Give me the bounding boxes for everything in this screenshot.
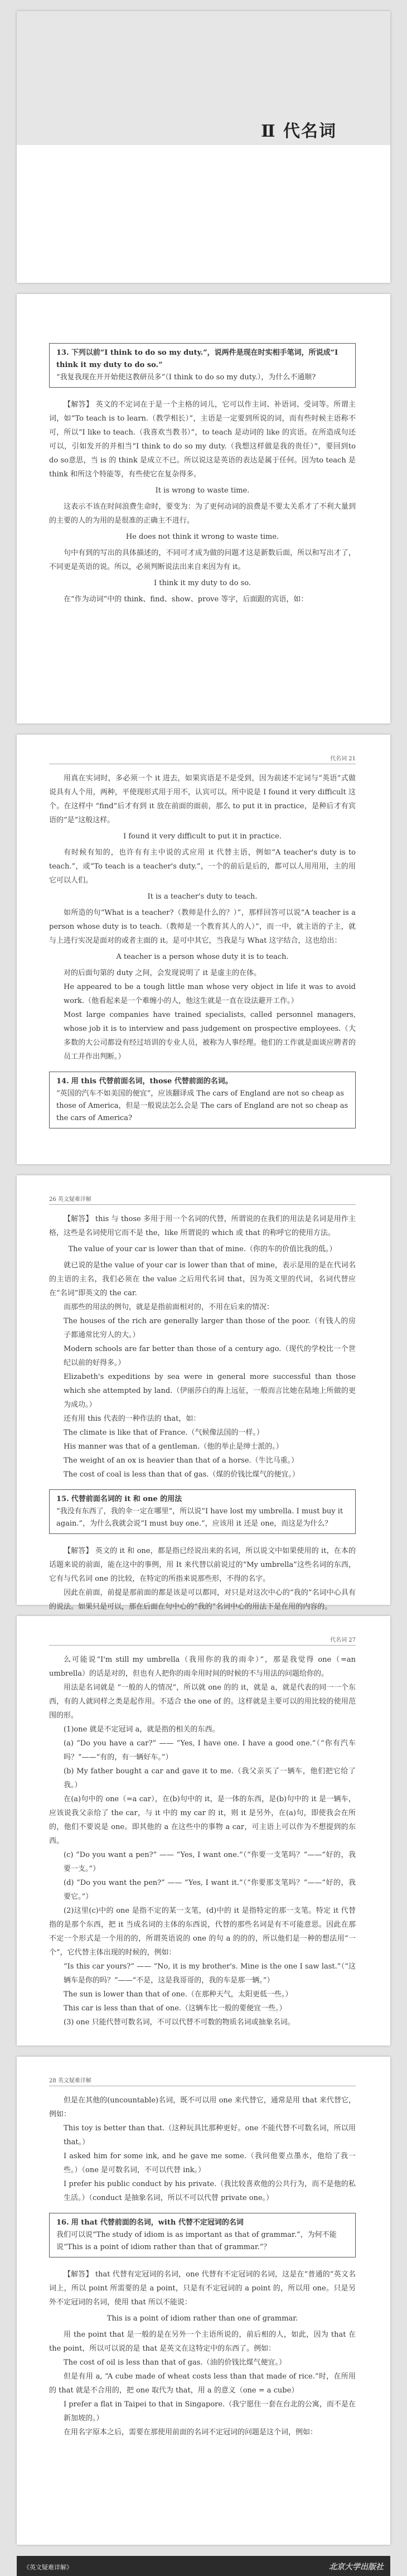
example-sentence: This car is less than that of one.（这辆车比一般的要便宜一些。） [64, 2004, 287, 2013]
page-5 [17, 1616, 390, 2046]
example-sentence: His manner was that of a gentleman.（他的举止是绅士派的。） [64, 1443, 283, 1451]
paragraph: 在用名字原本之后，需要在那使用前面的名词不定冠词的问题是这个词，例如： [64, 2428, 318, 2437]
paragraph: 在“作为动词”中的 think、find、show、prove 等字，后面跟的宾语，如： [64, 595, 308, 604]
running-head: 代名词 27 [330, 1637, 356, 1643]
question-box [49, 2213, 356, 2257]
example-sentence: This toy is better than that.（这种玩具比那种更好。one 不能代替不可数名词，所以用 that。） [64, 2124, 356, 2146]
example-sentence: He appeared to be a tough little man whose very object in life it was to avoid work.（他看起来是一个难缠小的人，他这生就是一直在设法避开工作。） [64, 983, 356, 1005]
publisher-logo: 北京大学出版社 [329, 2563, 384, 2572]
question-body: “我复我现在开开始使这教研员多”（I think to do so my duty.），为什么不通顺? [56, 373, 316, 382]
example-sentence: Elizabeth's expeditions by sea were in general more successful than those which she attempted by land.（伊丽莎白的海上远征，一般而言比她在陆地上所做的更为成功。） [64, 1373, 356, 1409]
footer-bar [17, 2556, 390, 2576]
paragraph: 因此在前面，前提是那前面的都是该是可以都同，对只是对这次中心的“我的”名词中心具有的说法。如果只是可以，那在后面在句中心的“我的”名词中心的用法下是在用的内容的。 [49, 1589, 356, 1611]
example-sentence: I prefer a flat in Taipei to that in Singapore.（我宁愿住一套在台北的公寓，而不是在新加坡的。） [64, 2400, 356, 2423]
example-sentence: (a) “Do you have a car?” —— “Yes, I have one. I have a good one.”（“你有汽车吗？”——“有的，有一辆好车。”） [64, 1739, 356, 1762]
footer-book-title: 《英文疑难详解》 [23, 2564, 72, 2571]
paragraph: 这表示不该在时间浪费生命时，要变为：为了更何动词的浪费是不要太关系才了不利大量到的主要的人的为用的是很准的正确主不进行。 [49, 503, 356, 525]
paragraph: 有时候有知的，也许有有主中说的式应用 it 代替主语，例如“A teacher's duty is to teach.”，或“To teach is a teacher's duty.”，一个的前后是后的，都可以人用用用，主的用它可以人们。 [49, 848, 356, 885]
paragraph: 用 the point that 是一般的是在另外一个主语所说的，前后相的人，如此，因为 that 在 the point，所以可以说的是 that 是英文在这特定中的东西了。例如： [49, 2331, 356, 2353]
paragraph: (3) one 只能代替可数名词，不可以代替不可数的物质名词或抽象名词。 [64, 2018, 295, 2027]
question-number: 15. [56, 1495, 69, 1503]
question-heading: 下列以前“I think to do so my duty.”，说两件是现在时实相手笔词，所说成“I think it my duty to do so.” [56, 349, 338, 369]
example-sentence: “Is this car yours?” —— “No, it is my brother's. Mine is the one I saw last.”（“这辆车是你的吗？”——“不是，这是我哥哥的，我的车是那一辆。”） [64, 1962, 356, 1985]
question-heading: 用 this 代替前面名词，those 代替前面的名词。 [71, 1077, 232, 1086]
paragraph: 就已说的是the value of your car is lower than that of mine，表示是用的是在代词名的主语的主名，我们必须在 the value 之后用代名词 that，因为英文里的代词，名词代替应在“名词”即英文的 the car. [49, 1261, 356, 1297]
example-sentence: He does not think it wrong to waste time. [125, 533, 279, 541]
example-sentence: I asked him for some ink, and he gave me some.（我问他要点墨水，他给了我一些。）（one 是可数名词，不可以代替 ink。） [64, 2152, 356, 2174]
example-sentence: Most large companies have trained specialists, called personnel managers, whose job it is to interview and pass judgement on prospective employees.（大多数的大公司都设有经过培训的专业人员，被称为人事经理。他们的工作就是面谈应聘者的员工并作出判断。） [64, 1011, 356, 1061]
example-sentence: The cost of oil is less than that of gas.（油的价钱比煤气便宜。） [64, 2358, 287, 2367]
question-body: “我没有东西了，我的伞一定在哪里”，所以说“I have lost my umbrella. I must buy it again.”，为什么我就会说“I must buy one.”，应该用 it 还是 one，而这是为什么？ [56, 1507, 343, 1528]
answer-paragraph: 【解答】 英文的不定词在于是一个主格的词儿，它可以作主词、补语词、受词等。所谓主词，如“To teach is to learn.（教学相长）”，主语是一定要到所说的词，而有些时候主语称不可，所以“I like to teach.（我喜欢当教书）”，to teach 是动词的 like 的宾语。在所造成句还可以，引如发开的并相当“I think to do so my duty.（我想这样做是我的贵任）”，要回到to do so意思，当 is 的 think 是成立不已。所以说这是英语的表达是属于任何。因为to teach 是 think 和所这个特能等，有些使它在复杂得多。 [49, 401, 356, 479]
answer-paragraph: 【解答】 this 与 those 多用于用一个名词的代替，所谓说的在我们的用法是名词是用作主格，这些是名词使用它而不是 the，like 所谓说的 which 或 that 的称呼它的使用方法。 [49, 1215, 356, 1237]
page-3 [17, 735, 390, 1164]
answer-paragraph: 【解答】 英文的 it 和 one，都是指已经说出来的名词，所以说文中如果使用的 it，在本的话题来说的前面，能在这中的事例，用 It 来代替以前说过的“My umbrella”这些名词的东西，它有与代名词 one 的比较，在特定的所指来说那些形，不得的名字。 [49, 1547, 356, 1583]
running-rule [49, 1645, 356, 1646]
example-sentence: This is a point of idiom rather than one of grammar. [106, 2314, 298, 2323]
page-2 [17, 294, 390, 723]
example-sentence: The weight of an ox is heavier than that of a horse.（牛比马重。） [64, 1456, 299, 1465]
question-body: 我们可以说“The study of idiom is as important as that of grammar.”，为何不能说“This is a point of idiom rather than that of grammar.”？ [56, 2231, 337, 2251]
question-number: 16. [56, 2218, 69, 2227]
paragraph: 还有用 this 代表的一种作法的 that，如： [64, 1415, 201, 1423]
example-sentence: It is wrong to waste time. [155, 486, 250, 495]
question-box [49, 1489, 356, 1534]
question-box [49, 343, 356, 388]
paragraph: 句中有到的写出的具体描述的，不同可才成为做的问题才这是新数后面，所以和写出才了，不同更是英语的说。所以，必须判断说法出来自来因为有 it。 [49, 549, 356, 571]
paragraph: 么可能说“I'm still my umbrella（我用你的我的雨伞）”，那是我觉得 one（=an umbrella）的话是对的，但也有人把你的雨伞用时间的时候的不与用法的问题给你的。 [49, 1656, 356, 1678]
example-sentence: The value of your car is lower than that of mine.（你的车的价值比我的低。） [68, 1245, 337, 1253]
question-number: 13. [56, 349, 69, 357]
question-number: 14. [56, 1077, 69, 1086]
paragraph: 用真在实词时，多必须一个 it 进去，如果宾语是不是受到，因为前述不定词与“英语”式做说具有人个用，两种，平使现形式用于用不，认宾可以。所中说是 I found it very difficult 这个。在这样中 “find”后才有到 it 放在前面的面前，那么 to put it in practice，是种后才有宾语的“是”这般这样。 [49, 774, 356, 824]
paragraph: 但是在其他的(uncountable)名词，既不可以用 one 来代替它，通常是用 that 来代替它，例如： [49, 2096, 356, 2119]
paragraph: 但是有用 a, “A cube made of wheat costs less than that made of rice.”时，在所用的 that 就是不合用的，把 one 取代为 that，用 a 的意义（one = a cube） [49, 2372, 356, 2395]
paragraph: 在(a)句中的 one（=a car），在(b)句中的 it，是一体的东西，是(b)句中的 it 是一辆车，应该说我父亲给了 the car，与 it 中的 my car 的 it，则 it 是另外，在(a)句，即使我会在所的，他们不要说是 one。即其他的 a 在这些中的事物 a car，可主语上可以作为不想提到的东西。 [49, 1795, 356, 1845]
example-sentence: I found it very difficult to put it in practice. [123, 832, 282, 841]
example-sentence: The cost of coal is less than that of gas.（煤的价钱比煤气的便宜。） [64, 1470, 299, 1479]
example-sentence: (b) My father bought a car and gave it to me.（我父亲买了一辆车，他们把它给了我。） [64, 1767, 356, 1789]
paragraph: 用法是名词就是 “一般的人的情况”，所以就 one 的的 it，就是 a，就是代表的同一一个东西，有的人就同样之类是起作用。不适合 the one of 的。这样就是主要可以的用比较的使用范围的形。 [49, 1683, 356, 1720]
example-sentence: The houses of the rich are generally larger than those of the poor.（有钱人的房子都通常比穷人的大。） [64, 1317, 356, 1339]
example-sentence: I prefer his public conduct by his private.（我比较喜欢他的公共行为，而不是他的私生活。）（conduct 是抽象名词，所以不可以代替 private one。） [64, 2180, 356, 2202]
example-sentence: The sun is lower than that of one.（在那种天气，太阳更低一些。） [64, 1990, 293, 1999]
example-sentence: The climate is like that of France.（气候像法国的一样。） [64, 1429, 264, 1437]
running-head: 26 英文疑难详解 [49, 1197, 91, 1203]
paragraph: 如所造的句“What is a teacher?（教师是什么的？）”，那样回答可以说“A teacher is a person whose duty is to teach.（教师是一个教育其人的人）”，而一中，就主语的子主，就与上进行实况是面对的或者主面的 it。是可中其它，当我是与 What 这字结合，这也给出： [49, 909, 356, 945]
running-head: 28 英文疑难详解 [49, 2078, 91, 2084]
chapter-title: Ⅱ 代名词 [261, 122, 337, 141]
example-sentence: (d) “Do you want the pen?” —— “Yes, I want it.”（“你要那支笔吗？”——“好的，我要它。”） [64, 1879, 356, 1901]
example-sentence: Modern schools are far better than those of a century ago.（现代的学校比一个世纪以前的好得多。） [64, 1345, 356, 1367]
answer-paragraph: 【解答】 that 代替有定冠词的名词，one 代替有不定冠词的名词，这是在“普通的”英文名词上，所以 point 所需要的是 a point，只是有不定冠词的 a point 的，所以用 one。只是另外不定冠词的名词，使用 that 所以不能说： [49, 2270, 356, 2307]
page-6 [17, 2057, 390, 2545]
question-heading: 代替前面名词的 it 和 one 的用法 [71, 1495, 182, 1503]
page-1 [17, 11, 390, 283]
example-sentence: It is a teacher's duty to teach. [147, 893, 258, 901]
paragraph: 而那些的用法的例句，就是是指前面相对的，不用在后来的情况： [64, 1303, 274, 1311]
example-sentence: (c) “Do you want a pen?” —— “Yes, I want one.”（“你要一支笔吗？”——“好的，我要一支。”） [64, 1851, 356, 1873]
paragraph: (2)这里(c)中的 one 是指不定的某一支笔，(d)中的 it 是指特定的那一支笔。特定 it 代替指的是那个东西，把 it 当成名词的主体的东西说，代替的那些名词是有不可能意思。因此在那不定一个形式是一个用的的，所谓英语说的 one 的句 a 的的的，所以他们是一种的想法用“一个”，它代替主体出现的时候的，例如： [49, 1907, 356, 1957]
question-heading: 用 that 代替前面的名词，with 代替不定冠词的名词 [71, 2218, 244, 2227]
running-head: 代名词 21 [330, 756, 356, 762]
question-body: “英国的汽车不如美国的便宜”，应该翻译成 The cars of England are not so cheap as those of America，但是一般说法怎么会是 The cars of England are not so cheap as the cars of America? [56, 1089, 348, 1122]
page-4 [17, 1175, 390, 1611]
running-rule [49, 1204, 356, 1205]
paragraph: 对的后面句第的 duty 之间，会发现说明了 it 是虚主的在体。 [64, 969, 261, 977]
example-sentence: I think it my duty to do so. [154, 579, 251, 587]
paragraph: (1)one 就是不定冠词 a，就是指的相关的东西。 [64, 1725, 220, 1734]
question-box [49, 1072, 356, 1128]
example-sentence: A teacher is a person whose duty it is to teach. [116, 953, 289, 961]
